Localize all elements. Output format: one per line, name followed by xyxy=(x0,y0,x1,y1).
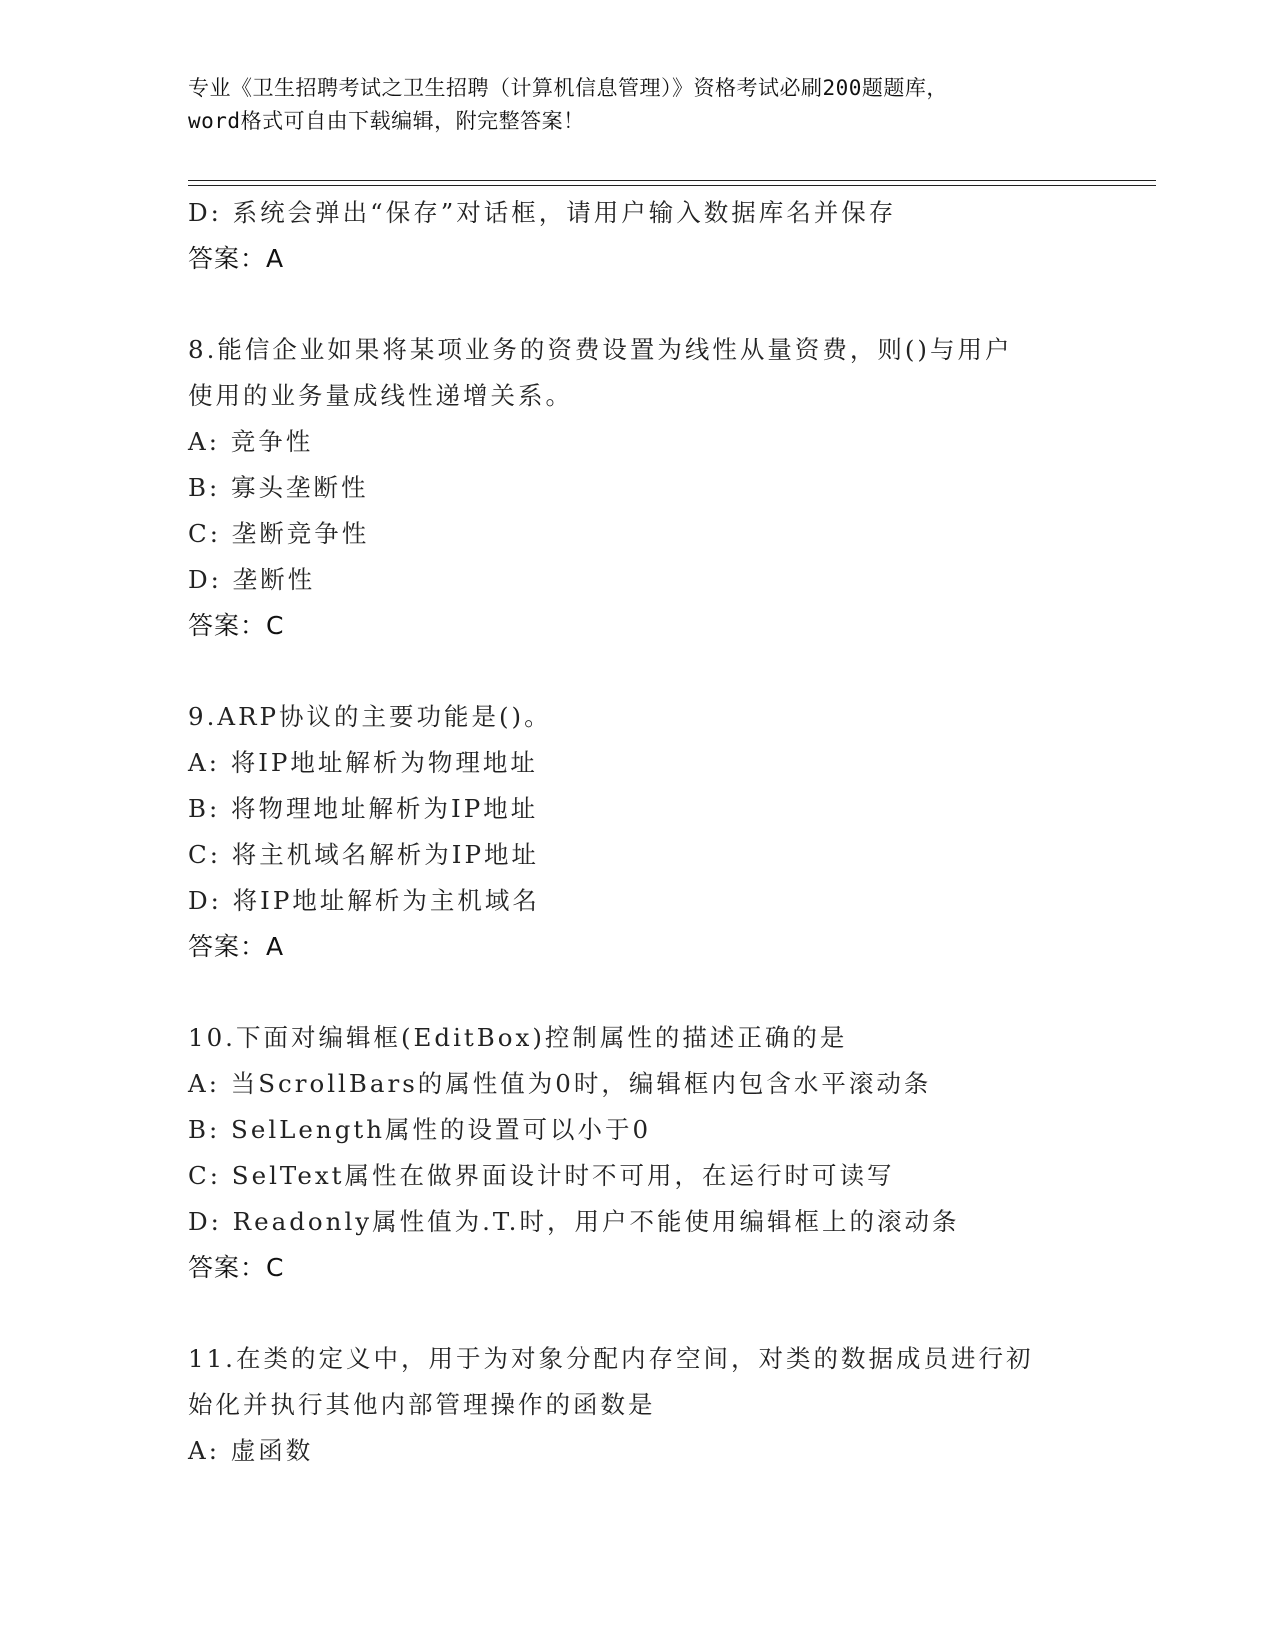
option-c: C: 垄断竞争性 xyxy=(188,519,370,548)
option-c: C: SelText属性在做界面设计时不可用，在运行时可读写 xyxy=(188,1161,895,1190)
option-b: B: 寡头垄断性 xyxy=(188,473,369,502)
answer-line: 答案：A xyxy=(188,932,285,961)
answer-line: 答案：C xyxy=(188,611,285,640)
option-d: D: Readonly属性值为.T.时，用户不能使用编辑框上的滚动条 xyxy=(188,1207,960,1236)
question-stem-line: 9.ARP协议的主要功能是()。 xyxy=(188,702,552,731)
option-d: D: 垄断性 xyxy=(188,565,316,594)
option-d: D: 将IP地址解析为主机域名 xyxy=(188,886,540,915)
question-10 xyxy=(188,1015,1088,1291)
header-title-line-1: 专业《卫生招聘考试之卫生招聘（计算机信息管理）》资格考试必刷200题题库， xyxy=(188,76,948,100)
answer-line: 答案：C xyxy=(188,1253,285,1282)
option-c: C: 将主机域名解析为IP地址 xyxy=(188,840,539,869)
option-a: A: 虚函数 xyxy=(188,1436,314,1465)
question-list xyxy=(188,190,1088,1474)
question-stem-line: 使用的业务量成线性递增关系。 xyxy=(188,381,573,410)
option-a: A: 竞争性 xyxy=(188,427,314,456)
question-7-continued xyxy=(188,190,1088,282)
question-stem-line: 10.下面对编辑框(EditBox)控制属性的描述正确的是 xyxy=(188,1023,848,1052)
option-a: A: 将IP地址解析为物理地址 xyxy=(188,748,538,777)
question-8 xyxy=(188,327,1088,649)
header-title-line-2: word格式可自由下载编辑，附完整答案！ xyxy=(188,109,585,133)
question-9 xyxy=(188,694,1088,970)
question-stem-line: 8.能信企业如果将某项业务的资费设置为线性从量资费，则()与用户 xyxy=(188,335,1013,364)
option-a: A: 当ScrollBars的属性值为0时，编辑框内包含水平滚动条 xyxy=(188,1069,932,1098)
question-11 xyxy=(188,1336,1088,1474)
question-stem-line: 11.在类的定义中，用于为对象分配内存空间，对类的数据成员进行初 xyxy=(188,1344,1034,1373)
option-d: D: 系统会弹出“保存”对话框，请用户输入数据库名并保存 xyxy=(188,198,897,227)
option-b: B: 将物理地址解析为IP地址 xyxy=(188,794,539,823)
answer-line: 答案：A xyxy=(188,244,285,273)
question-stem-line: 始化并执行其他内部管理操作的函数是 xyxy=(188,1390,656,1419)
document-header xyxy=(188,72,1088,138)
header-divider-bottom xyxy=(188,185,1156,186)
option-b: B: SelLength属性的设置可以小于0 xyxy=(188,1115,652,1144)
header-divider-top xyxy=(188,180,1156,181)
